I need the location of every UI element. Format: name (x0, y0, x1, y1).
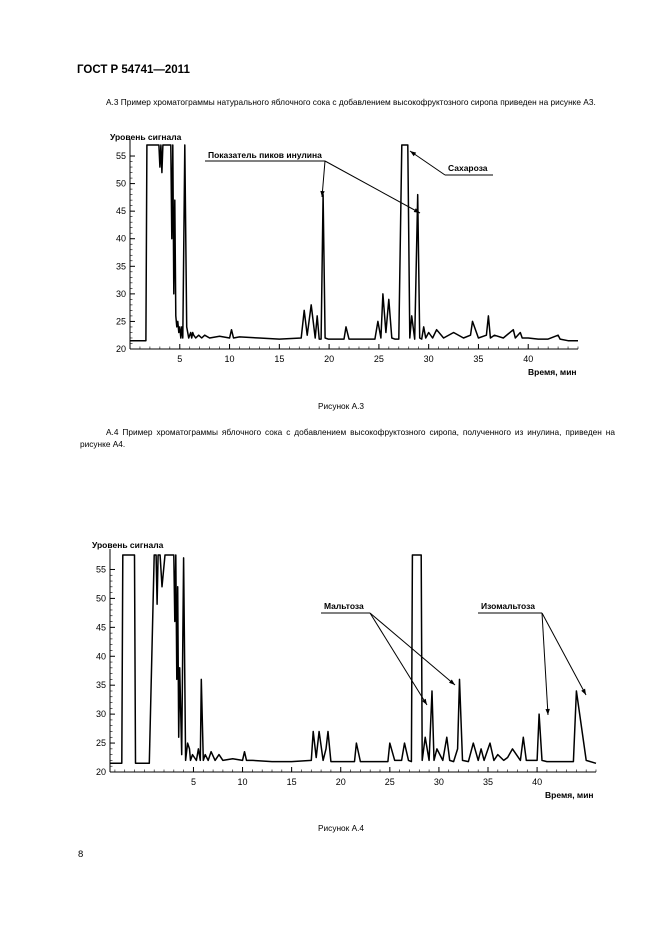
y-tick-label: 50 (115, 178, 126, 189)
y-axis-label: Уровень сигнала (110, 132, 182, 142)
y-tick-label: 50 (95, 593, 106, 604)
x-tick-label: 15 (286, 777, 297, 787)
annotation-arrowhead (410, 151, 416, 156)
y-tick-label: 45 (95, 622, 106, 633)
x-tick-label: 5 (190, 777, 196, 787)
annotation-pointer (325, 161, 420, 213)
y-tick-label: 30 (95, 709, 106, 720)
y-axis-label: Уровень сигнала (92, 540, 164, 550)
y-tick-label: 20 (95, 767, 106, 777)
caption-figure-a3: Рисунок А.3 (318, 401, 365, 411)
y-tick-label: 40 (115, 233, 126, 244)
y-tick-label: 55 (115, 151, 126, 162)
y-tick-label: 25 (115, 316, 126, 327)
chromatogram-line (130, 145, 578, 341)
x-tick-label: 40 (532, 777, 543, 787)
annotation-label: Мальтоза (324, 601, 364, 611)
x-tick-label: 15 (274, 354, 285, 364)
y-tick-label: 45 (115, 206, 126, 217)
page-number: 8 (78, 849, 84, 860)
x-tick-label: 30 (433, 777, 444, 787)
annotation-arrowhead (545, 709, 549, 715)
annotation-label: Показатель пиков инулина (208, 150, 322, 160)
y-tick-label: 40 (95, 651, 106, 662)
x-tick-label: 35 (482, 777, 494, 787)
x-tick-label: 25 (373, 354, 384, 364)
x-axis-label: Время, мин (528, 367, 577, 377)
chromatogram-a4 (0, 535, 661, 805)
x-axis-label: Время, мин (545, 790, 594, 800)
y-tick-label: 30 (115, 288, 126, 299)
x-tick-label: 10 (224, 354, 235, 364)
annotation-label: Изомальтоза (481, 601, 535, 611)
y-tick-label: 25 (95, 738, 106, 749)
annotation-pointer (542, 613, 586, 695)
paragraph-a4: А.4 Пример хроматограммы яблочного сока с добавлением высокофруктозного сиропа, полученного из инулина, приведен на рисунке А4. (80, 427, 615, 449)
caption-figure-a4: Рисунок А.4 (318, 823, 365, 833)
x-tick-label: 5 (177, 354, 183, 364)
annotation-pointer (370, 613, 427, 705)
annotation-arrowhead (581, 689, 586, 695)
x-tick-label: 20 (335, 777, 346, 787)
x-tick-label: 35 (473, 354, 484, 364)
chromatogram-line (110, 555, 596, 763)
x-tick-label: 10 (237, 777, 248, 787)
y-tick-label: 20 (115, 344, 126, 354)
y-tick-label: 35 (95, 680, 106, 691)
annotation-pointer (410, 151, 445, 175)
chromatogram-a3 (0, 125, 661, 385)
paragraph-a3: А.3 Пример хроматограммы натурального яблочного сока с добавлением высокофруктозного сиропа приведен на рисунке А3. (106, 97, 596, 107)
annotation-pointer (542, 613, 548, 715)
x-tick-label: 25 (384, 777, 395, 787)
x-tick-label: 30 (423, 354, 434, 364)
x-tick-label: 20 (324, 354, 335, 364)
annotation-label: Сахароза (448, 163, 488, 173)
standard-header: ГОСТ Р 54741—2011 (77, 64, 190, 76)
x-tick-label: 40 (523, 354, 534, 364)
y-tick-label: 35 (115, 261, 126, 272)
y-tick-label: 55 (95, 564, 106, 575)
annotation-arrowhead (422, 699, 427, 705)
